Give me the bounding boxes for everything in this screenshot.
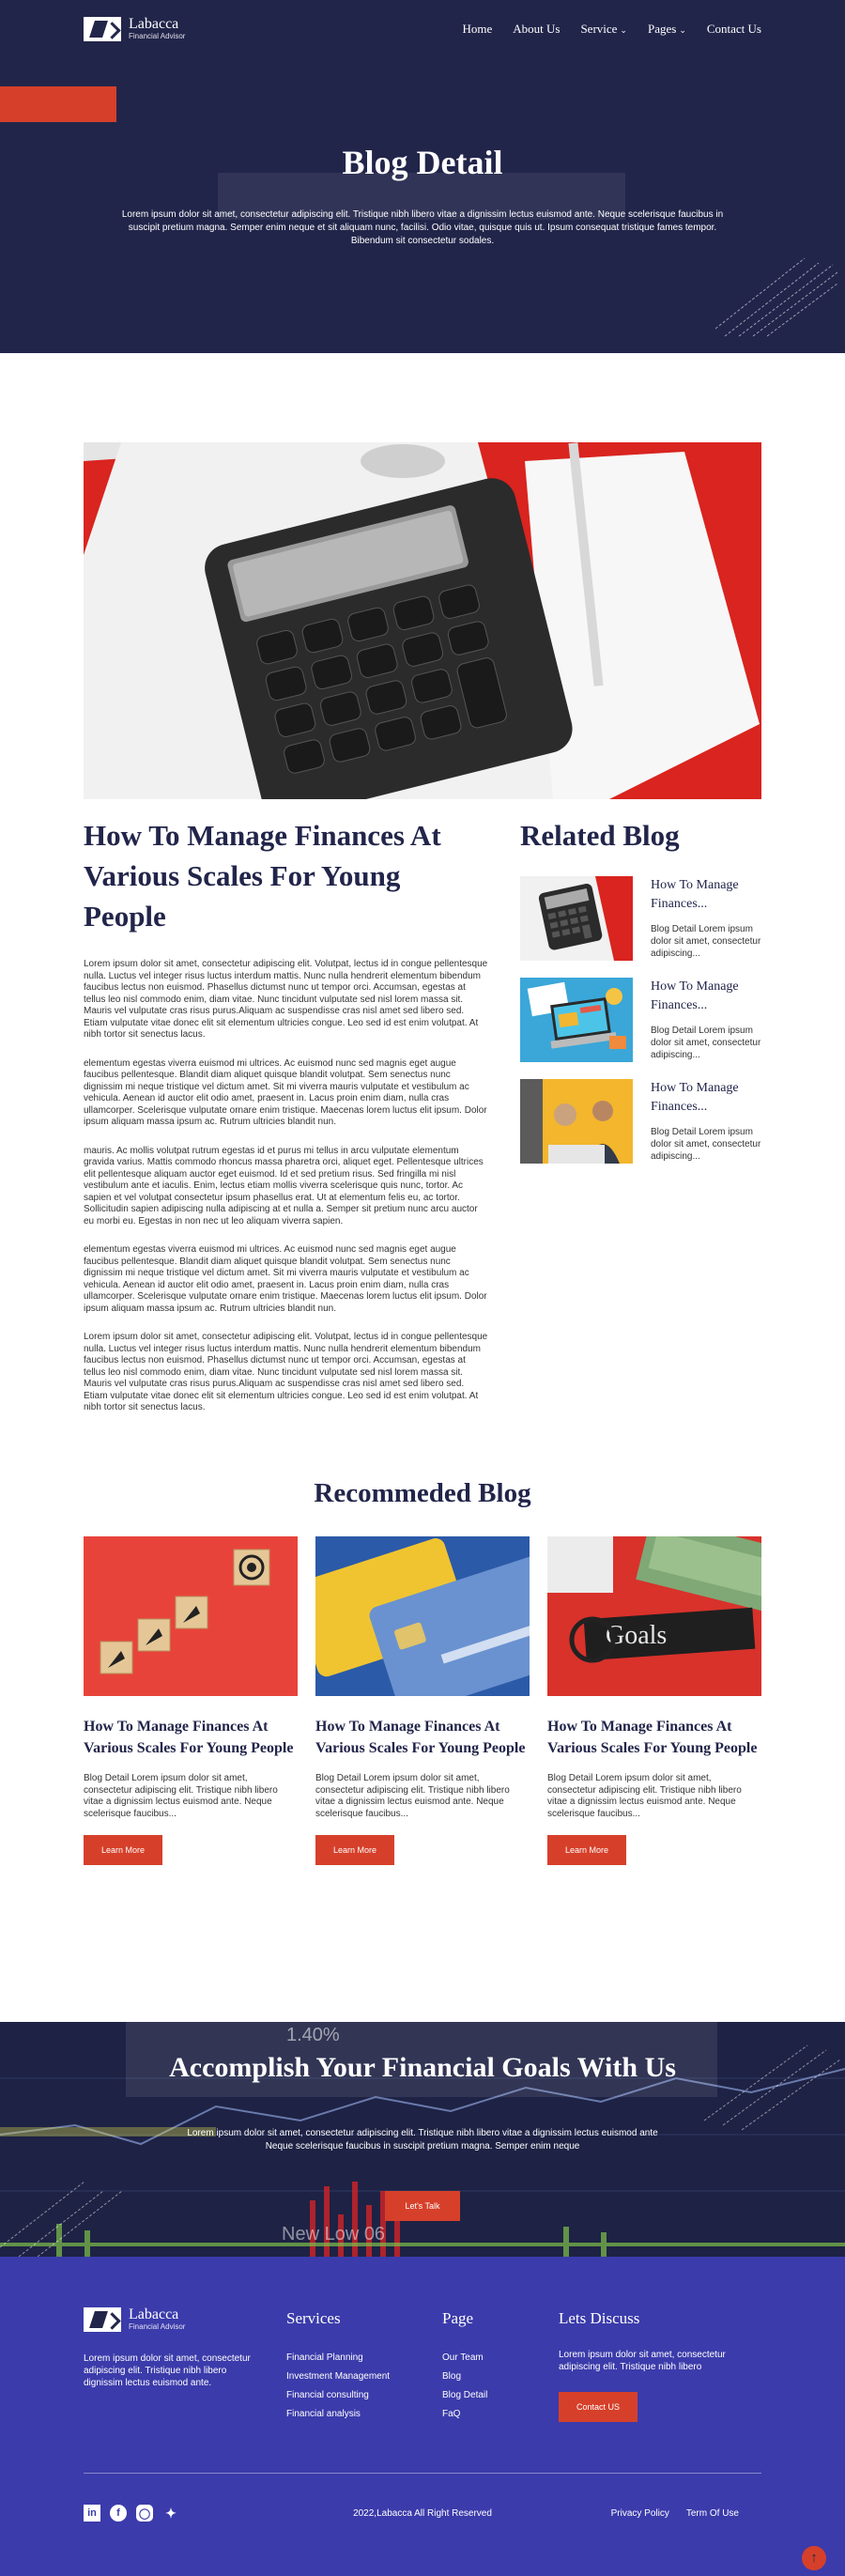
logo-subtitle: Financial Advisor	[129, 2322, 186, 2332]
nav-service[interactable]	[580, 22, 627, 37]
privacy-policy-link[interactable]: Privacy Policy	[610, 2508, 669, 2519]
logo-subtitle: Financial Advisor	[129, 32, 186, 41]
article-title: How To Manage Finances At Various Scales For Young People	[84, 819, 441, 933]
article-hero-image	[84, 442, 761, 799]
top-nav	[84, 16, 761, 41]
related-item-title: How To Manage Finances...	[651, 878, 739, 911]
footer-discuss-text: Lorem ipsum dolor sit amet, consectetur adipiscing elit. Tristique nibh libero	[559, 2350, 726, 2372]
related-item-title: How To Manage Finances...	[651, 979, 739, 1012]
article-paragraph: mauris. Ac mollis volutpat rutrum egestas id et purus mi tellus in arcu vulputate elementum gravida varius. Mattis commodo rhoncus massa pharetra orci, aliquet eget. Pellentesque ultrices elit pellentesque aliquam auctor eget euismod. Id et sed pretium risus. Sed fringilla mi nisl vestibulum ante et iaculis. Enim, lectus etiam mollis viverra scelerisque quis nunc, tortor. Ac sapien et vel volutpat consectetur ipsum phasellus erat. Ut at elementum felis eu, ac tortor. Sollicitudin sapien adipiscing nulla adipiscing at et nulla a. Semper sit pretium nunc arcu auctor eu morbi eu. Egestas in non nec ut leo aliquam viverra sapien.	[84, 1145, 484, 1226]
recommended-card	[84, 1536, 298, 1865]
learn-more-button[interactable]: Learn More	[84, 1835, 162, 1865]
page-title: Blog Detail	[342, 144, 503, 181]
related-item-title: How To Manage Finances...	[651, 1081, 739, 1114]
footer-link[interactable]: Financial consulting	[286, 2390, 369, 2400]
terms-link[interactable]: Term Of Use	[685, 2508, 739, 2519]
related-thumb-people	[520, 1079, 633, 1164]
nav-contact[interactable]	[707, 22, 761, 37]
logo-name: Labacca	[129, 16, 179, 33]
footer-heading: Services	[286, 2309, 341, 2327]
related-item-desc: Blog Detail Lorem ipsum dolor sit amet, consectetur adipiscing...	[651, 1026, 761, 1060]
copyright-text: 2022,Labacca All Right Reserved	[353, 2508, 492, 2519]
contact-us-button[interactable]: Contact US	[559, 2392, 638, 2422]
lets-talk-button[interactable]: Let's Talk	[385, 2191, 460, 2221]
cta-banner	[0, 2022, 845, 2257]
scroll-to-top-icon[interactable]: ↑	[802, 2546, 826, 2570]
footer-heading: Page	[442, 2309, 474, 2327]
recommended-card	[315, 1536, 530, 1865]
logo-name: Labacca	[129, 2306, 179, 2323]
goals-text: Goals	[606, 1621, 668, 1650]
chart-low-label: New Low 06	[282, 2224, 386, 2244]
instagram-icon[interactable]: ◯	[136, 2505, 153, 2522]
recommended-blog-grid	[84, 1536, 761, 1865]
footer-services	[286, 2309, 390, 2424]
chevron-down-icon: ⌄	[620, 25, 627, 35]
recommended-blog-title: Recommeded Blog	[314, 1478, 531, 1508]
recommended-card-desc: Blog Detail Lorem ipsum dolor sit amet, consectetur adipiscing elit. Tristique nibh libero vitae a dignissim lectus euismod ante. Neque scelerisque faucibus...	[315, 1773, 510, 1819]
article-paragraph: Lorem ipsum dolor sit amet, consectetur adipiscing elit. Volutpat, lectus id in congue pellentesque nulla. Luctus vel integer risus luctus interdum mattis. Nunc nulla hendrerit elementum bibendum faucibus lectus non euismod. Phasellus dictumst nunc ut tempor orci. Accumsan, egestas at tellus leo nisl commodo enim, diam vitae. Nunc tincidunt vulputate sed nisl lorem massa sit. Mauris vel vulputate cras risus purus.Aliquam ac suspendisse cras nisl amet sed libero sed. Etiam vulputate vitae donec elit sit elementum ultricies congue. Leo sed id est enim volutpat. At nibh tortor sit senectus lacus.	[84, 1332, 488, 1412]
related-blog-item[interactable]	[520, 876, 761, 961]
footer-heading: Lets Discuss	[559, 2309, 640, 2327]
recommended-card-desc: Blog Detail Lorem ipsum dolor sit amet, consectetur adipiscing elit. Tristique nibh libero vitae a dignissim lectus euismod ante. Neque scelerisque faucibus...	[84, 1773, 278, 1819]
article-paragraph: elementum egestas viverra euismod mi ultrices. Ac euismod nunc sed magnis eget augue faucibus pellentesque. Blandit diam aliquet quisque blandit volutpat. Sem senectus nunc dignissim mi neque tristique vel dictum amet. Sit mi viverra mauris vulputate et vestibulum ac vehicula. Aenean id auctor elit odio amet, praesent in. Lacus proin enim diam, nulla cras ullamcorper. Scelerisque vulputate ornare enim tristique. Maecenas lorem luctus elit ipsum. Dolor ipsum aliquam massa ipsum ac. Rutrum ultricies blandit nun.	[84, 1244, 487, 1314]
recommended-card-title[interactable]: How To Manage Finances At Various Scales For Young People	[84, 1719, 294, 1756]
recommended-card-desc: Blog Detail Lorem ipsum dolor sit amet, consectetur adipiscing elit. Tristique nibh libero vitae a dignissim lectus euismod ante. Neque scelerisque faucibus...	[547, 1773, 742, 1819]
hero-description: Lorem ipsum dolor sit amet, consectetur adipiscing elit. Tristique nibh libero vitae a dignissim lectus euismod ante. Neque scelerisque faucibus in suscipit pretium magna. Semper enim neque et sit aliquam nunc, facilisi. Odio vitae, quisque quis ut. Ipsum consequat tristique fames tempor. Bibendum sit consectetur sodales.	[121, 209, 724, 246]
recommended-image-goals	[547, 1536, 761, 1696]
footer	[0, 2257, 845, 2576]
related-blog-item[interactable]	[520, 1079, 761, 1164]
related-thumb-laptop	[520, 978, 633, 1062]
article-paragraph: elementum egestas viverra euismod mi ultrices. Ac euismod nunc sed magnis eget augue faucibus pellentesque. Blandit diam aliquet quisque blandit volutpat. Sem senectus nunc dignissim mi neque tristique vel dictum amet. Sit mi viverra mauris vulputate et vestibulum ac vehicula. Aenean id auctor elit odio amet, praesent in. Lacus proin enim diam, nulla cras ullamcorper. Scelerisque vulputate ornare enim tristique. Maecenas lorem luctus elit ipsum. Dolor ipsum aliquam massa ipsum ac. Rutrum ultricies blandit nun.	[84, 1057, 487, 1127]
related-blog-item[interactable]	[520, 978, 761, 1062]
nav-about[interactable]	[513, 22, 560, 37]
nav-label: Home	[462, 22, 493, 36]
footer-discuss	[559, 2309, 760, 2422]
footer-pages	[442, 2309, 487, 2424]
footer-logo[interactable]	[84, 2307, 262, 2332]
footer-link[interactable]: Blog Detail	[442, 2390, 488, 2400]
chart-percent-label: 1.40%	[286, 2025, 340, 2045]
nav-home[interactable]	[462, 22, 492, 37]
footer-divider	[84, 2473, 761, 2474]
footer-link[interactable]: FaQ	[442, 2409, 461, 2419]
legal-links	[611, 2508, 739, 2519]
main-menu	[462, 22, 761, 37]
footer-link[interactable]: Our Team	[442, 2352, 484, 2363]
recommended-card	[547, 1536, 761, 1865]
recommended-image-cards	[315, 1536, 530, 1696]
footer-link[interactable]: Blog	[442, 2371, 462, 2382]
recommended-card-title[interactable]: How To Manage Finances At Various Scales For Young People	[547, 1719, 758, 1756]
nav-label: Pages	[647, 22, 677, 36]
related-blog-title: Related Blog	[520, 819, 680, 852]
twitter-icon[interactable]: ✦	[165, 2505, 177, 2521]
footer-link[interactable]: Financial analysis	[286, 2409, 361, 2419]
chevron-down-icon: ⌄	[679, 25, 686, 35]
related-item-desc: Blog Detail Lorem ipsum dolor sit amet, consectetur adipiscing...	[651, 924, 761, 959]
logo-icon	[84, 2307, 121, 2332]
learn-more-button[interactable]: Learn More	[547, 1835, 626, 1865]
nav-label: About Us	[513, 22, 561, 36]
calculator-image	[84, 442, 761, 799]
recommended-image-blocks	[84, 1536, 298, 1696]
related-thumb-calculator	[520, 876, 633, 961]
cta-description: Lorem ipsum dolor sit amet, consectetur adipiscing elit. Tristique nibh libero vitae a dignissim lectus euismod ante Neque scelerisque faucibus in suscipit pretium magna. Semper enim neque	[187, 2128, 658, 2152]
nav-label: Contact Us	[706, 22, 761, 36]
related-item-desc: Blog Detail Lorem ipsum dolor sit amet, consectetur adipiscing...	[651, 1127, 761, 1162]
logo[interactable]	[84, 17, 185, 41]
footer-link[interactable]: Financial Planning	[286, 2352, 363, 2363]
cta-title: Accomplish Your Financial Goals With Us	[169, 2052, 676, 2083]
footer-bottom	[84, 2505, 761, 2523]
nav-label: Service	[580, 22, 618, 36]
hero-section	[0, 0, 845, 353]
article-body	[84, 815, 489, 1414]
article-paragraph: Lorem ipsum dolor sit amet, consectetur adipiscing elit. Volutpat, lectus id in congue pellentesque nulla. Luctus vel integer risus luctus interdum mattis. Nunc nulla hendrerit elementum bibendum faucibus lectus non euismod. Phasellus dictumst nunc ut tempor orci. Accumsan, egestas at tellus leo nisl commodo enim, diam vitae. Nunc tincidunt vulputate sed nisl lorem massa sit. Mauris vel vulputate cras risus purus.Aliquam ac suspendisse cras nisl amet sed libero sed. Etiam vulputate vitae donec elit sit elementum ultricies congue. Leo sed id est enim volutpat. At nibh tortor sit senectus lacus.	[84, 959, 488, 1040]
footer-about-text: Lorem ipsum dolor sit amet, consectetur adipiscing elit. Tristique nibh libero dignissim lectus euismod ante.	[84, 2353, 251, 2388]
linkedin-icon[interactable]: in	[84, 2505, 100, 2522]
nav-pages[interactable]	[648, 22, 686, 37]
recommended-card-title[interactable]: How To Manage Finances At Various Scales For Young People	[315, 1719, 526, 1756]
footer-link[interactable]: Investment Management	[286, 2371, 391, 2382]
decorative-lines	[715, 254, 837, 338]
learn-more-button[interactable]: Learn More	[315, 1835, 394, 1865]
facebook-icon[interactable]: f	[110, 2505, 127, 2522]
hero-accent-bar	[0, 86, 116, 122]
footer-about	[84, 2307, 262, 2389]
related-blog-sidebar	[520, 815, 761, 1164]
logo-icon	[84, 17, 121, 41]
